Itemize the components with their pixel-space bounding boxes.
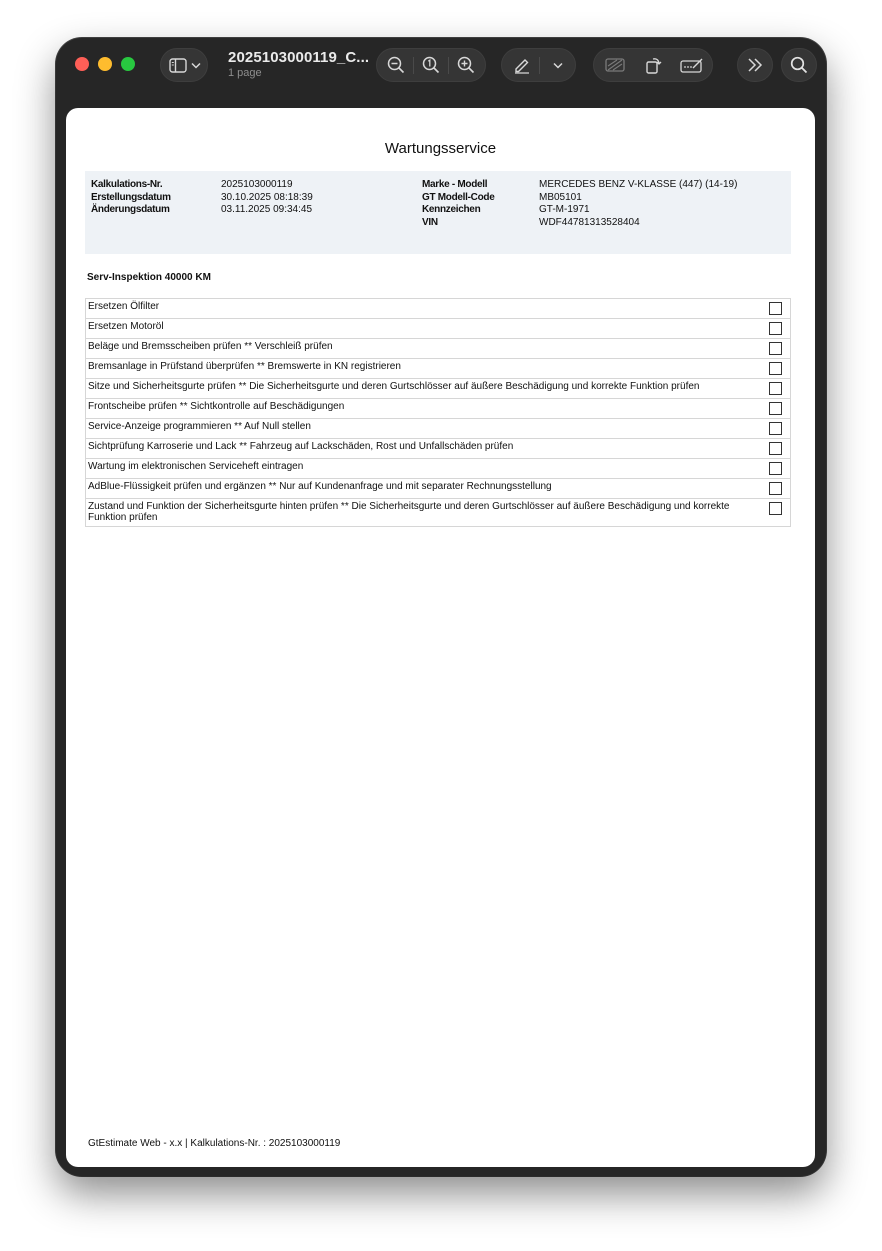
zoom-controls <box>376 48 486 82</box>
task-row <box>85 379 791 399</box>
info-left-values <box>221 179 313 217</box>
task-checkbox[interactable] <box>769 442 782 455</box>
info-right-labels <box>422 179 494 229</box>
task-checkbox[interactable] <box>769 402 782 415</box>
vehicle-info-box <box>85 171 791 254</box>
task-row <box>85 359 791 379</box>
label-gt-modell-code: GT Modell-Code <box>422 191 495 203</box>
zoom-out-icon <box>387 56 405 74</box>
task-text: Beläge und Bremsscheiben prüfen ** Verschleiß prüfen <box>88 341 333 352</box>
task-checkbox[interactable] <box>769 462 782 475</box>
sidebar-icon <box>167 49 189 81</box>
highlight-icon <box>605 57 625 73</box>
task-checkbox[interactable] <box>769 502 782 515</box>
value-vin: WDF44781313528404 <box>539 216 640 228</box>
signature-icon <box>680 57 704 73</box>
highlight-button[interactable] <box>600 49 630 81</box>
close-window-button[interactable] <box>75 57 89 71</box>
tools-controls <box>593 48 713 82</box>
markup-controls <box>501 48 576 82</box>
task-row <box>85 299 791 319</box>
task-checkbox[interactable] <box>769 342 782 355</box>
value-kalkulations-nr: 2025103000119 <box>221 179 293 190</box>
markup-menu-button[interactable] <box>545 49 571 81</box>
task-row <box>85 499 791 527</box>
task-text: Ersetzen Motoröl <box>88 321 164 332</box>
more-tools-button[interactable] <box>737 48 773 82</box>
pdf-viewer-window <box>56 38 826 1176</box>
search-button[interactable] <box>781 48 817 82</box>
section-title: Serv-Inspektion 40000 KM <box>87 272 211 283</box>
task-checkbox[interactable] <box>769 482 782 495</box>
task-text: Bremsanlage in Prüfstand überprüfen ** Bremswerte in KN registrieren <box>88 361 401 372</box>
label-kalkulations-nr: Kalkulations-Nr. <box>91 179 163 190</box>
task-text: Service-Anzeige programmieren ** Auf Null stellen <box>88 421 311 432</box>
task-checkbox[interactable] <box>769 302 782 315</box>
task-text: Sichtprüfung Karroserie und Lack ** Fahrzeug auf Lackschäden, Rost und Unfallschäden prüfen <box>88 441 514 452</box>
actual-size-button[interactable] <box>416 49 446 81</box>
task-text: AdBlue-Flüssigkeit prüfen und ergänzen ** Nur auf Kundenanfrage und mit separater Rechnungsstellung <box>88 481 552 492</box>
label-aenderungsdatum: Änderungsdatum <box>91 204 170 216</box>
label-kennzeichen: Kennzeichen <box>422 204 481 216</box>
label-vin: VIN <box>422 216 438 228</box>
task-row <box>85 439 791 459</box>
value-aenderungsdatum: 03.11.2025 09:34:45 <box>221 204 313 216</box>
search-icon <box>782 49 816 81</box>
value-marke-modell: MERCEDES BENZ V-KLASSE (447) (14-19) <box>539 179 738 190</box>
task-row <box>85 479 791 499</box>
zoom-in-button[interactable] <box>451 49 481 81</box>
task-text: Sitze und Sicherheitsgurte prüfen ** Die Sicherheitsgurte und deren Gurtschlösser auf äußere Beschädigung und korrekte Funktion prüfen <box>88 381 700 392</box>
rotate-icon <box>644 56 662 74</box>
chevron-down-icon <box>189 49 203 81</box>
info-left-labels <box>91 179 171 217</box>
task-text: Ersetzen Ölfilter <box>88 301 160 312</box>
task-text: Frontscheibe prüfen ** Sichtkontrolle auf Beschädigungen <box>88 401 345 412</box>
task-row <box>85 319 791 339</box>
markup-pen-icon <box>513 56 531 74</box>
info-right-values <box>539 179 737 229</box>
rotate-button[interactable] <box>638 49 668 81</box>
fullscreen-window-button[interactable] <box>121 57 135 71</box>
document-title: Wartungsservice <box>384 140 497 157</box>
task-row <box>85 399 791 419</box>
markup-button[interactable] <box>508 49 536 81</box>
task-text: Wartung im elektronischen Serviceheft eintragen <box>88 461 304 472</box>
sidebar-toggle-button[interactable] <box>160 48 208 82</box>
value-gt-modell-code: MB05101 <box>539 191 582 203</box>
document-page <box>66 108 815 1167</box>
task-checkbox[interactable] <box>769 382 782 395</box>
actual-size-icon <box>422 56 440 74</box>
chevron-double-right-icon <box>738 49 772 81</box>
value-erstellungsdatum: 30.10.2025 08:18:39 <box>221 191 313 203</box>
window-title-area <box>228 49 373 79</box>
label-erstellungsdatum: Erstellungsdatum <box>91 191 171 203</box>
task-row <box>85 339 791 359</box>
document-footer: GtEstimate Web - x.x | Kalkulations-Nr. : 2025103000119 <box>88 1138 341 1149</box>
window-title: 2025103000119_C... <box>228 49 370 66</box>
label-marke-modell: Marke - Modell <box>422 179 488 190</box>
task-checkbox[interactable] <box>769 322 782 335</box>
zoom-in-icon <box>457 56 475 74</box>
task-row <box>85 459 791 479</box>
task-row <box>85 419 791 439</box>
zoom-out-button[interactable] <box>381 49 411 81</box>
minimize-window-button[interactable] <box>98 57 112 71</box>
task-checkbox[interactable] <box>769 362 782 375</box>
chevron-down-icon <box>553 62 563 69</box>
task-text: Zustand und Funktion der Sicherheitsgurte hinten prüfen ** Die Sicherheitsgurte und deren Gurtschlösser auf äußere Beschädigung und korrekte Funktion prüfen <box>88 501 730 523</box>
value-kennzeichen: GT-M-1971 <box>539 204 590 216</box>
page-count: 1 page <box>228 67 262 79</box>
task-table <box>85 298 791 527</box>
signature-button[interactable] <box>676 49 708 81</box>
task-checkbox[interactable] <box>769 422 782 435</box>
